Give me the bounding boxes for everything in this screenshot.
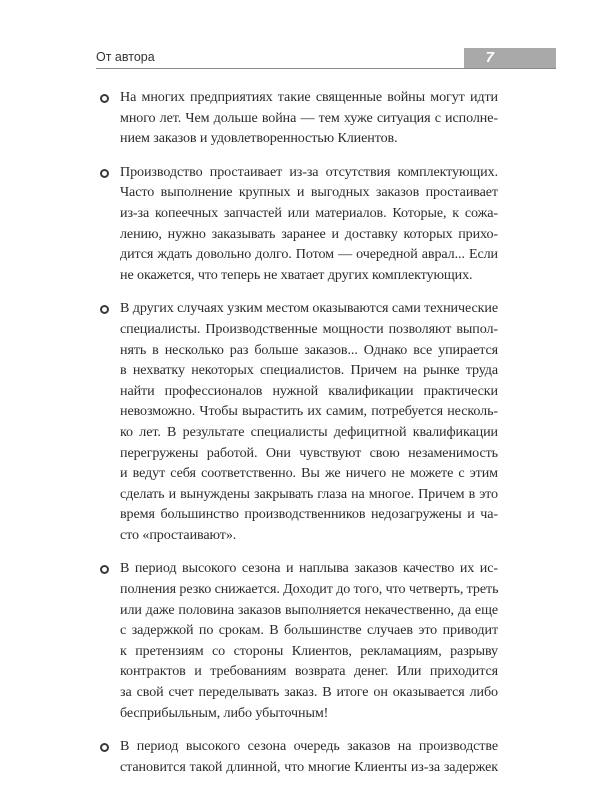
text-line: нием заказов и удовлетворенностью Клиентов. xyxy=(120,130,398,147)
text-line: или даже половина заказов выполняется некачественно, да еще xyxy=(120,601,498,618)
text-line: Производство простаивает из-за отсутствия комплектующих. xyxy=(120,163,498,180)
text-line: сделать и вынуждены закрывать глаза на многое. Причем в это xyxy=(120,485,498,502)
text-line: На многих предприятиях такие священные войны могут идти xyxy=(120,89,498,105)
text-line: много лет. Чем дольше война — тем хуже ситуация с исполне- xyxy=(120,109,498,126)
text-line: лению, нужно заказывать заранее и доставку которых прихо- xyxy=(120,225,498,242)
text-line: найти профессионалов нужной квалификации практически xyxy=(120,382,498,399)
text-line: перегружены работой. Они чувствуют свою незаменимость xyxy=(120,444,498,461)
text-line: ко лет. В результате специалисты дефицитной квалификации xyxy=(120,423,498,440)
bullet-list xyxy=(100,87,498,790)
list-item xyxy=(100,87,498,149)
text-line: нять в несколько раз больше заказов... Однако все упирается xyxy=(120,341,498,358)
bullet-circle-icon xyxy=(100,305,109,314)
list-item xyxy=(100,162,498,286)
text-line: В период высокого сезона очередь заказов на производстве xyxy=(120,738,498,755)
text-line: бесприбыльным, либо убыточным! xyxy=(120,704,329,721)
text-line: невозможно. Чтобы вырастить их самим, потребуется несколь- xyxy=(120,403,498,420)
bullet-circle-icon xyxy=(100,743,109,752)
text-line: время большинство производственников недозагружены и ча- xyxy=(120,506,498,523)
text-line: не окажется, что теперь не хватает других комплектующих. xyxy=(120,266,473,283)
text-line: с задержкой по срокам. В большинстве случаев это приводит xyxy=(120,622,498,639)
bullet-circle-icon xyxy=(100,94,109,103)
text-line: дится ждать довольно долго. Потом — очередной аврал... Если xyxy=(120,246,498,263)
header-rule xyxy=(96,68,556,69)
list-item xyxy=(100,736,498,777)
bullet-circle-icon xyxy=(100,169,109,178)
text-line: за свой счет переделывать заказ. В итоге он оказывается либо xyxy=(120,684,498,701)
text-line: сто «простаивают». xyxy=(120,526,237,543)
text-line: специалисты. Производственные мощности позволяют выпол- xyxy=(120,320,498,337)
text-line: полнения резко снижается. Доходит до того, что четверть, треть xyxy=(120,581,499,598)
bullet-circle-icon xyxy=(100,565,109,574)
text-line: и ведут себя соответственно. Вы же ничего не можете с этим xyxy=(120,465,498,482)
text-line: контрактов и требованиям возврата денег. Или приходится xyxy=(120,663,498,680)
text-line: к претензиям со стороны Клиентов, рекламациям, разрыву xyxy=(120,642,498,659)
running-header xyxy=(96,48,556,70)
header-title: От автора xyxy=(96,50,155,64)
list-item xyxy=(100,298,498,545)
text-line: в нехватку некоторых специалистов. Причем на рынке труда xyxy=(120,362,498,379)
text-line: из-за копеечных запчастей или материалов. Которые, к сожа- xyxy=(120,204,498,221)
text-line: становится такой длинной, что многие Клиенты из-за задержек xyxy=(120,758,498,775)
list-item xyxy=(100,558,498,723)
text-line: Часто выполнение крупных и выгодных заказов простаивает xyxy=(120,184,498,201)
page-number-tab xyxy=(464,48,556,68)
page-number: 7 xyxy=(485,49,494,66)
text-line: В других случаях узким местом оказываются сами технические xyxy=(120,300,498,317)
text-line: В период высокого сезона и наплыва заказов качество их ис- xyxy=(120,560,498,577)
